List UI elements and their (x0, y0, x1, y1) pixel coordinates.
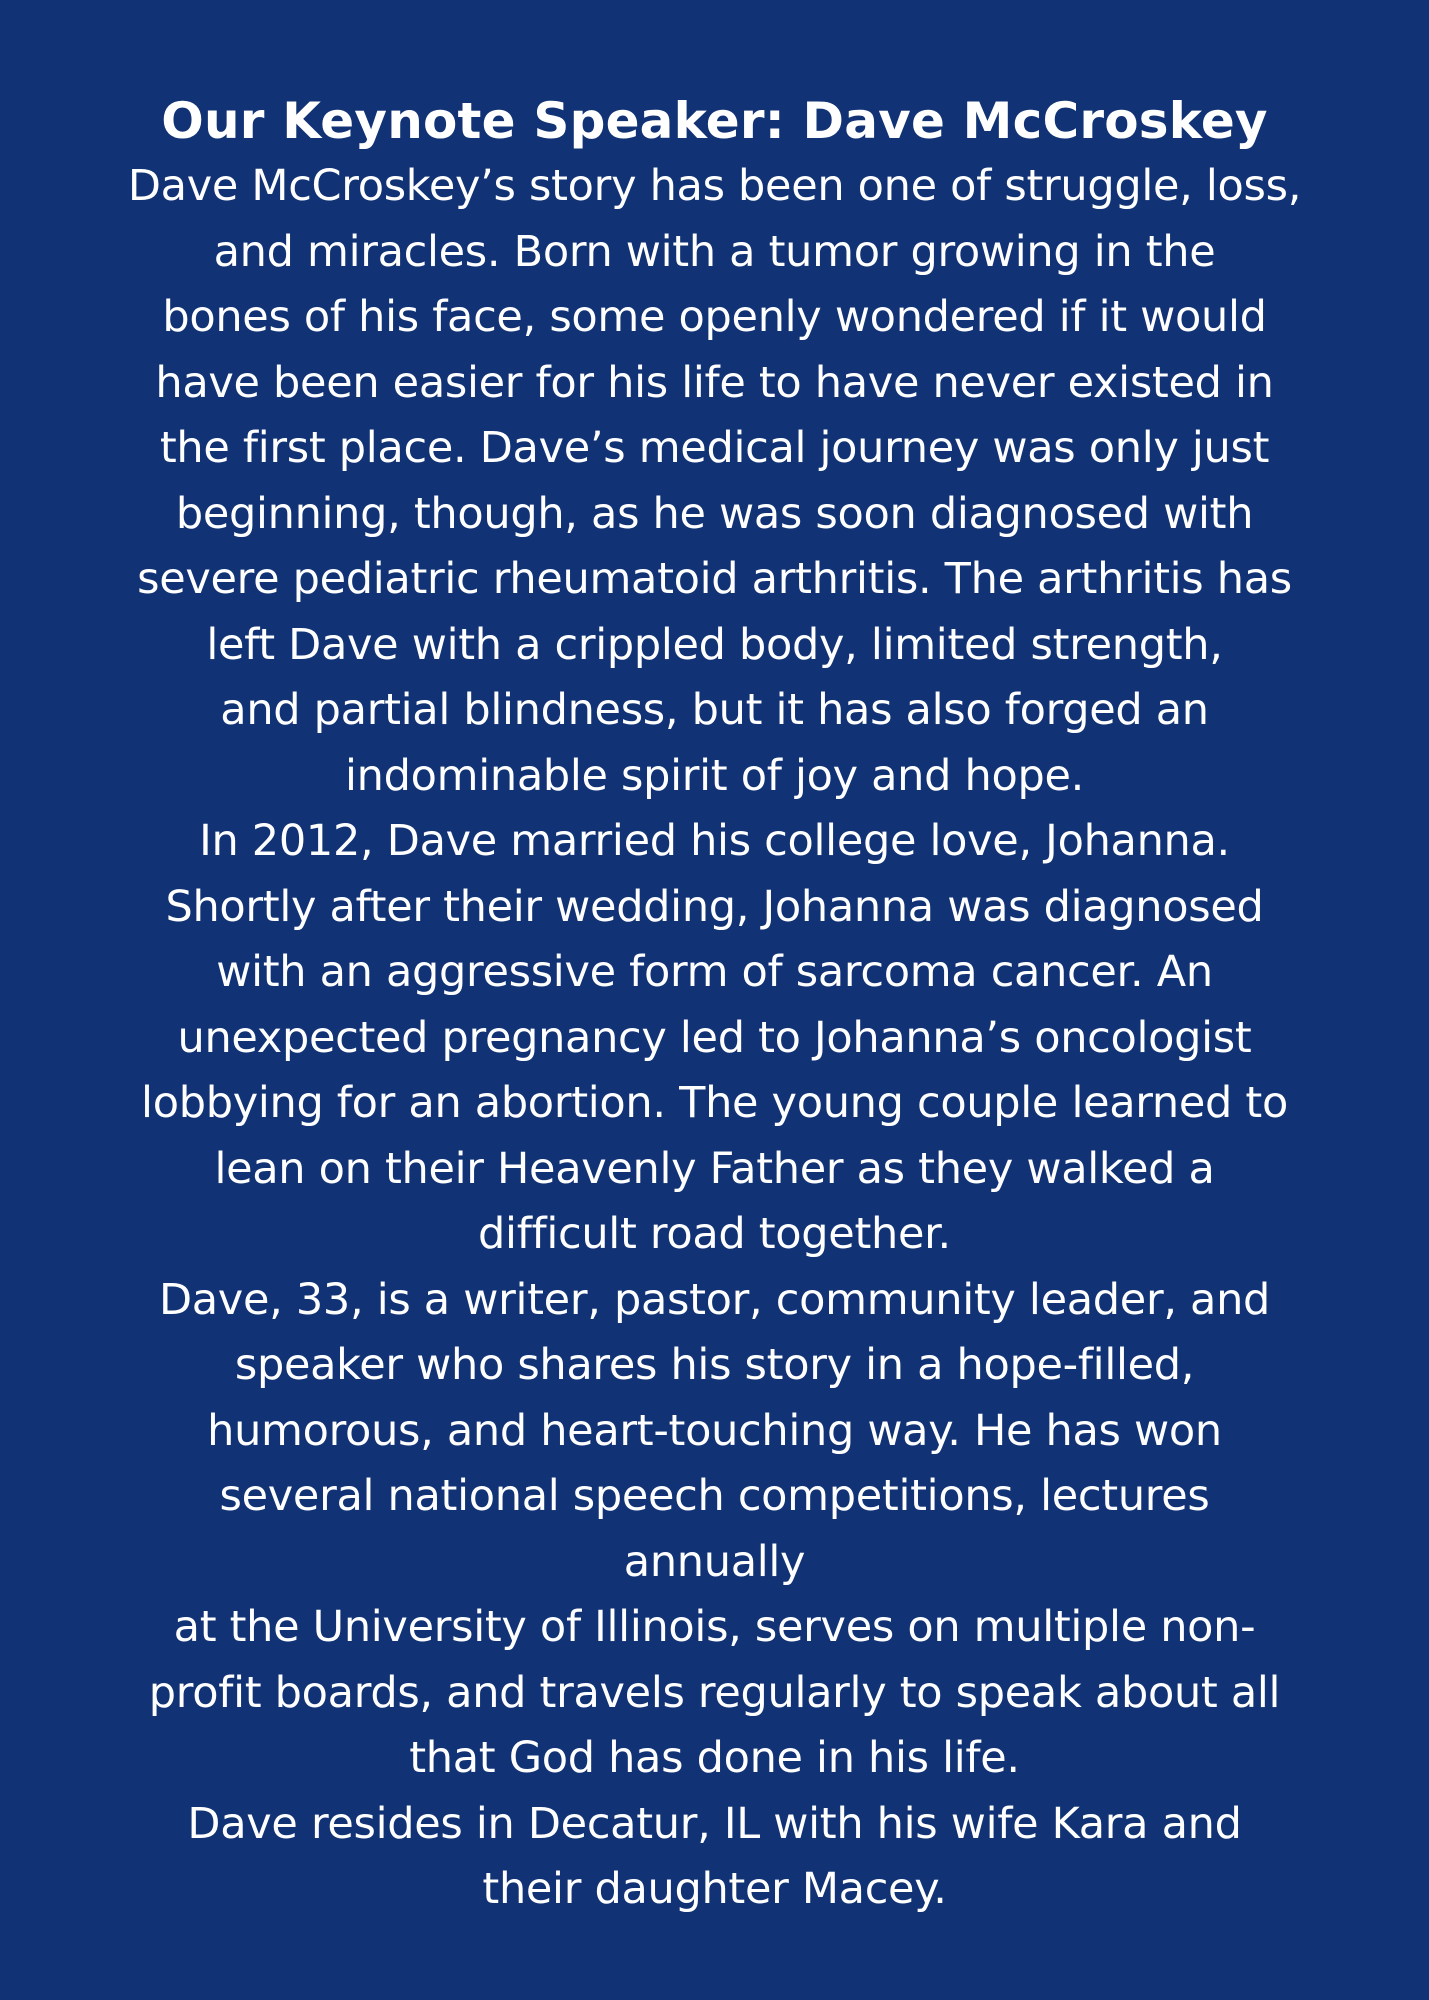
bio-line: lean on their Heavenly Father as they walked a (214, 1143, 1215, 1194)
bio-line: bones of his face, some openly wondered if it would (162, 292, 1267, 342)
bio-line: severe pediatric rheumatoid arthritis. The arthritis has (137, 554, 1292, 604)
bio-line: the first place. Dave’s medical journey was only just (159, 423, 1270, 473)
bio-line: and partial blindness, but it has also forged an (220, 685, 1209, 735)
bio-line: difficult road together. (478, 1209, 951, 1259)
bio-line: speaker who shares his story in a hope-filled, (234, 1340, 1195, 1390)
bio-line: lobbying for an abortion. The young couple learned to (141, 1078, 1288, 1128)
bio-line: Shortly after their wedding, Johanna was diagnosed (165, 881, 1264, 932)
bio-line: humorous, and heart-touching way. He has won (207, 1405, 1222, 1456)
bio-line: their daughter Macey. (482, 1864, 947, 1914)
page-title: Our Keynote Speaker: Dave McCroskey (161, 92, 1268, 150)
bio-line: profit boards, and travels regularly to speak about all (148, 1667, 1281, 1718)
speaker-bio (0, 154, 1429, 1923)
bio-line: Dave McCroskey’s story has been one of struggle, loss, (127, 161, 1302, 211)
bio-line: that God has done in his life. (409, 1733, 1020, 1783)
bio-line: In 2012, Dave married his college love, Johanna. (199, 816, 1230, 866)
bio-line: unexpected pregnancy led to Johanna’s oncologist (177, 1012, 1252, 1063)
bio-line: with an aggressive form of sarcoma cancer. An (216, 947, 1213, 997)
bio-line: indominable spirit of joy and hope. (345, 750, 1084, 801)
bio-line: left Dave with a crippled body, limited strength, (206, 619, 1223, 670)
bio-line: annually (623, 1536, 806, 1587)
bio-line: Dave resides in Decatur, IL with his wife Kara and (187, 1798, 1242, 1849)
bio-line: Dave, 33, is a writer, pastor, community leader, and (158, 1274, 1271, 1325)
bio-line: and miracles. Born with a tumor growing in the (213, 226, 1216, 277)
bio-line: at the University of Illinois, serves on multiple non- (173, 1602, 1256, 1652)
bio-line: have been easier for his life to have never existed in (155, 357, 1274, 408)
bio-line: several national speech competitions, lectures (219, 1471, 1210, 1521)
bio-line: beginning, though, as he was soon diagnosed with (175, 488, 1254, 539)
